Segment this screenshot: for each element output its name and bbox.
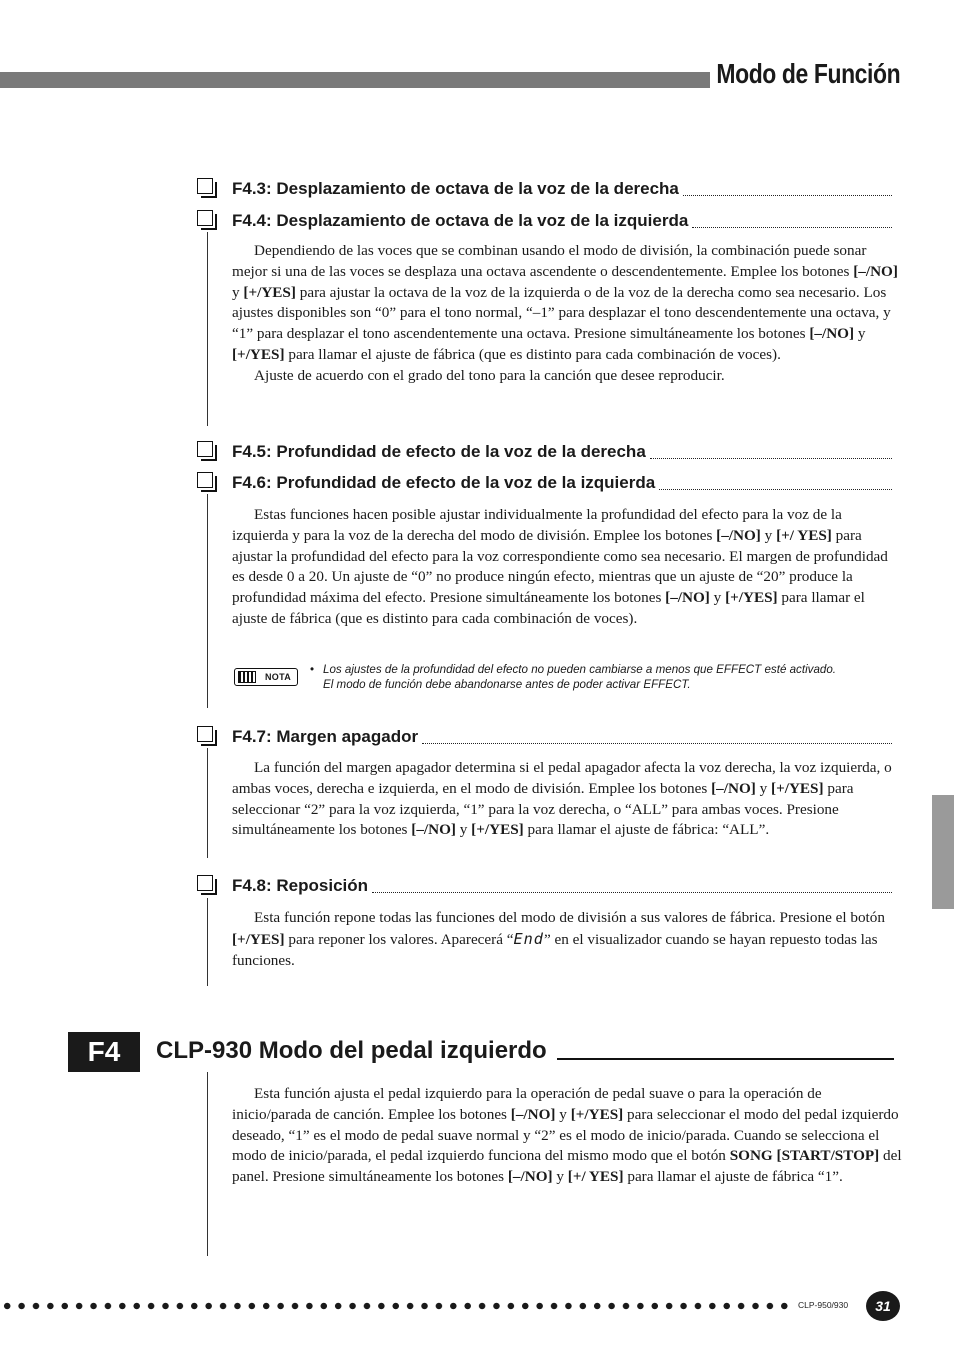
header-bar: [0, 72, 710, 88]
checkbox-icon: [197, 726, 215, 744]
display-end-text: End: [513, 929, 544, 948]
checkbox-icon: [197, 178, 215, 196]
heading-f46: F4.6: Profundidad de efecto de la voz de la izquierda: [232, 473, 892, 493]
heading-f48: F4.8: Reposición: [232, 876, 892, 896]
heading-f45: F4.5: Profundidad de efecto de la voz de la derecha: [232, 442, 892, 462]
checkbox-icon: [197, 472, 215, 490]
side-tab-marker: [932, 795, 954, 909]
heading-f47: F4.7: Margen apagador: [232, 727, 892, 747]
footer-dot-row: [0, 1301, 790, 1311]
checkbox-icon: [197, 210, 215, 228]
paragraph-f44: Dependiendo de las voces que se combinan usando el modo de división, la combinación puede sonar mejor si una de las voces se desplaza una octava ascendente o descendentemente. Emplee los botones [–/NO] y [+/YES] para ajustar la octava de la voz de la izquierda o de la voz de la derecha como sea necesario. Los ajustes disponibles son “0” para el tono normal, “–1” para desplazar el tono descendentemente una octava, y “1” para desplazar el tono ascendentemente una octava. Presione simultáneamente los botones [–/NO] y [+/YES] para llamar el ajuste de fábrica (que es distinto para cada combinación de voces). Ajuste de acuerdo con el grado del tono para la canción que desee reproducir.: [232, 242, 898, 384]
section-rule: [207, 1072, 208, 1256]
paragraph-f46: Estas funciones hacen posible ajustar individualmente la profundidad del efecto para la voz de la izquierda y para la voz de la derecha del modo de división. Emplee los botones [–/NO] y [+/ YES] para ajustar la profundidad del efecto para la voz correspondiente como sea necesario. El margen de profundidad es desde 0 a 20. Un ajuste de “0” no produce ningún efecto, mientras que un ajuste de “20” produce la profundidad máxima del efecto. Presione simultáneamente los botones [–/NO] y [+/YES] para llamar el ajuste de fábrica (que es distinto para cada combinación de voces).: [232, 506, 888, 627]
page-number: 31: [866, 1291, 900, 1321]
footer-model: CLP-950/930: [798, 1300, 849, 1310]
section-rule: [207, 748, 208, 858]
page-title: Modo de Función: [716, 58, 900, 89]
heading-f43: F4.3: Desplazamiento de octava de la voz de la derecha: [232, 179, 892, 199]
section-title-f4: CLP-930 Modo del pedal izquierdo: [156, 1036, 894, 1066]
paragraph-f47: La función del margen apagador determina si el pedal apagador afecta la voz derecha, la voz izquierda, o ambas voces, derecha e izquierda, en el modo de división. Emplee los botones [–/NO] y [+/YES] para seleccionar “2” para la voz izquierda, “1” para la voz derecha, o “ALL” para ambas voces. Presione simultáneamente los botones [–/NO] y [+/YES] para llamar el ajuste de fábrica: “ALL”.: [232, 759, 892, 839]
heading-f44: F4.4: Desplazamiento de octava de la voz de la izquierda: [232, 211, 892, 231]
checkbox-icon: [197, 875, 215, 893]
nota-note: • Los ajustes de la profundidad del efecto no pueden cambiarse a menos que EFFECT esté activado. El modo de función debe abandonarse antes de poder activar EFFECT.: [310, 663, 837, 692]
paragraph-f48: Esta función repone todas las funciones del modo de división a sus valores de fábrica. Presione el botón [+/YES] para reponer los valores. Aparecerá “End” en el visualizador cuando se hayan repuesto todas las funciones.: [232, 909, 885, 969]
nota-keyboard-icon: NOTA: [234, 668, 298, 686]
section-rule: [207, 494, 208, 708]
section-rule: [207, 232, 208, 426]
section-tag-f4: F4: [68, 1032, 140, 1072]
paragraph-f4: Esta función ajusta el pedal izquierdo para la operación de pedal suave o para la operación de inicio/parada de canción. Emplee los botones [–/NO] y [+/YES] para seleccionar el modo del pedal izquierdo deseado, “1” es el modo de pedal suave normal y “2” es el modo de inicio/parada. Cuando se selecciona el modo de inicio/parada, el pedal izquierdo funciona del mismo modo que el botón SONG [START/STOP] del panel. Presione simultáneamente los botones [–/NO] y [+/ YES] para llamar el ajuste de fábrica “1”.: [232, 1085, 902, 1186]
checkbox-icon: [197, 441, 215, 459]
section-rule: [207, 898, 208, 986]
